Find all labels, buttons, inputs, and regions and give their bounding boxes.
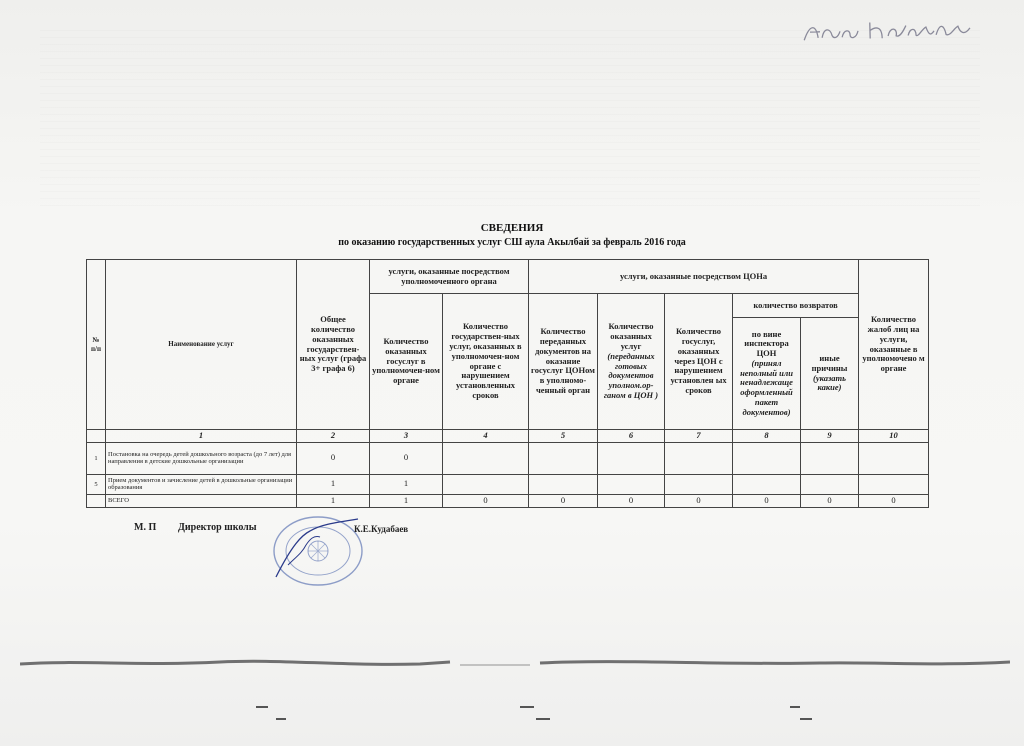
column-number: 7 <box>665 430 733 443</box>
scan-mark <box>276 718 286 720</box>
director-position: Директор школы <box>178 522 257 533</box>
cell-con-served <box>598 442 665 474</box>
column-number-blank <box>87 430 106 443</box>
column-number: 2 <box>297 430 370 443</box>
cell-con-served <box>598 474 665 494</box>
scan-edge-smear <box>20 656 1010 670</box>
header-name: Наименование услуг <box>106 260 297 430</box>
cell-organ-violation <box>443 442 529 474</box>
header-con-docs: Количество переданных документов на оказание госуслуг ЦОНом в уполномо-ченный орган <box>529 294 598 430</box>
services-table <box>86 259 929 508</box>
cell-returns-other <box>801 474 859 494</box>
table-row <box>87 474 929 494</box>
cell-returns-inspector <box>733 442 801 474</box>
header-organ-violation: Количество государствен-ных услуг, оказанных в уполномочен-ном органе с нарушением установленных сроков <box>443 294 529 430</box>
header-con-served-note: (переданных готовых документов уполном.ор-ганом в ЦОН ) <box>603 350 659 400</box>
cell-complaints <box>859 442 929 474</box>
header-returns-other <box>801 318 859 430</box>
column-number: 3 <box>370 430 443 443</box>
cell-complaints: 0 <box>859 494 929 507</box>
scan-mark <box>256 706 268 708</box>
cell-organ-count: 1 <box>370 474 443 494</box>
header-con-served <box>598 294 665 430</box>
header-total: Общее количество оказанных государствен-ных услуг (графа 3+ графа 6) <box>297 260 370 430</box>
service-name: Постановка на очередь детей дошкольного возраста (до 7 лет) для направления в детские дошкольные организации <box>106 442 297 474</box>
cell-organ-violation <box>443 474 529 494</box>
scan-mark <box>800 718 812 720</box>
header-returns-other-label: иные причины <box>811 352 848 373</box>
service-name: ВСЕГО <box>106 494 297 507</box>
header-returns-inspector-note: (принял неполный или ненадлежаще оформленный пакет документов) <box>740 357 793 417</box>
cell-total: 1 <box>297 494 370 507</box>
scan-artifacts <box>40 30 980 210</box>
cell-con-docs <box>529 442 598 474</box>
header-group-organ: услуги, оказанные посредством уполномоченного органа <box>370 260 529 294</box>
cell-con-served: 0 <box>598 494 665 507</box>
document-title: СВЕДЕНИЯ <box>480 222 544 234</box>
cell-total: 1 <box>297 474 370 494</box>
cell-returns-inspector <box>733 474 801 494</box>
header-returns-inspector-label: по вине инспектора ЦОН <box>744 328 789 359</box>
scan-mark <box>790 706 800 708</box>
header-returns-inspector <box>733 318 801 430</box>
service-name: Прием документов и зачисление детей в дошкольные организации образования <box>106 474 297 494</box>
cell-complaints <box>859 474 929 494</box>
header-con-served-label: Количество оказанных услуг <box>608 321 654 351</box>
cell-con-docs: 0 <box>529 494 598 507</box>
handwritten-note-image <box>800 14 981 49</box>
column-number: 5 <box>529 430 598 443</box>
column-number: 6 <box>598 430 665 443</box>
seal-place-label: М. П <box>134 522 157 533</box>
scan-mark <box>520 706 534 708</box>
column-number: 10 <box>859 430 929 443</box>
column-number: 9 <box>801 430 859 443</box>
cell-con-violation: 0 <box>665 494 733 507</box>
header-group-con: услуги, оказанные посредством ЦОНа <box>529 260 859 294</box>
cell-con-violation <box>665 442 733 474</box>
director-name: К.Е.Кудабаев <box>354 524 409 534</box>
header-num: № п/п <box>87 260 106 430</box>
header-returns-group: количество возвратов <box>733 294 859 318</box>
row-number <box>87 494 106 507</box>
header-complaints: Количество жалоб лиц на услуги, оказанные в уполномочено м органе <box>859 260 929 430</box>
cell-organ-count: 0 <box>370 442 443 474</box>
cell-con-docs <box>529 474 598 494</box>
column-number: 8 <box>733 430 801 443</box>
cell-organ-violation: 0 <box>443 494 529 507</box>
scan-mark <box>536 718 550 720</box>
official-seal-stamp <box>262 505 374 589</box>
cell-total: 0 <box>297 442 370 474</box>
row-number: 1 <box>87 442 106 474</box>
cell-organ-count: 1 <box>370 494 443 507</box>
table-row <box>87 442 929 474</box>
header-organ-count: Количество оказанных госуслуг в уполномочен-ном органе <box>370 294 443 430</box>
document-subtitle: по оказанию государственных услуг СШ аула Акылбай за февраль 2016 года <box>338 237 686 248</box>
cell-returns-inspector: 0 <box>733 494 801 507</box>
cell-returns-other: 0 <box>801 494 859 507</box>
column-number: 4 <box>443 430 529 443</box>
column-number-row <box>87 430 929 443</box>
table-row-total <box>87 494 929 507</box>
handwritten-note <box>800 14 981 49</box>
column-number: 1 <box>106 430 297 443</box>
cell-returns-other <box>801 442 859 474</box>
row-number: 5 <box>87 474 106 494</box>
header-con-violation: Количество госуслуг, оказанных через ЦОН с нарушением установлен ых сроков <box>665 294 733 430</box>
header-returns-other-note: (указать какие) <box>813 372 847 393</box>
cell-con-violation <box>665 474 733 494</box>
